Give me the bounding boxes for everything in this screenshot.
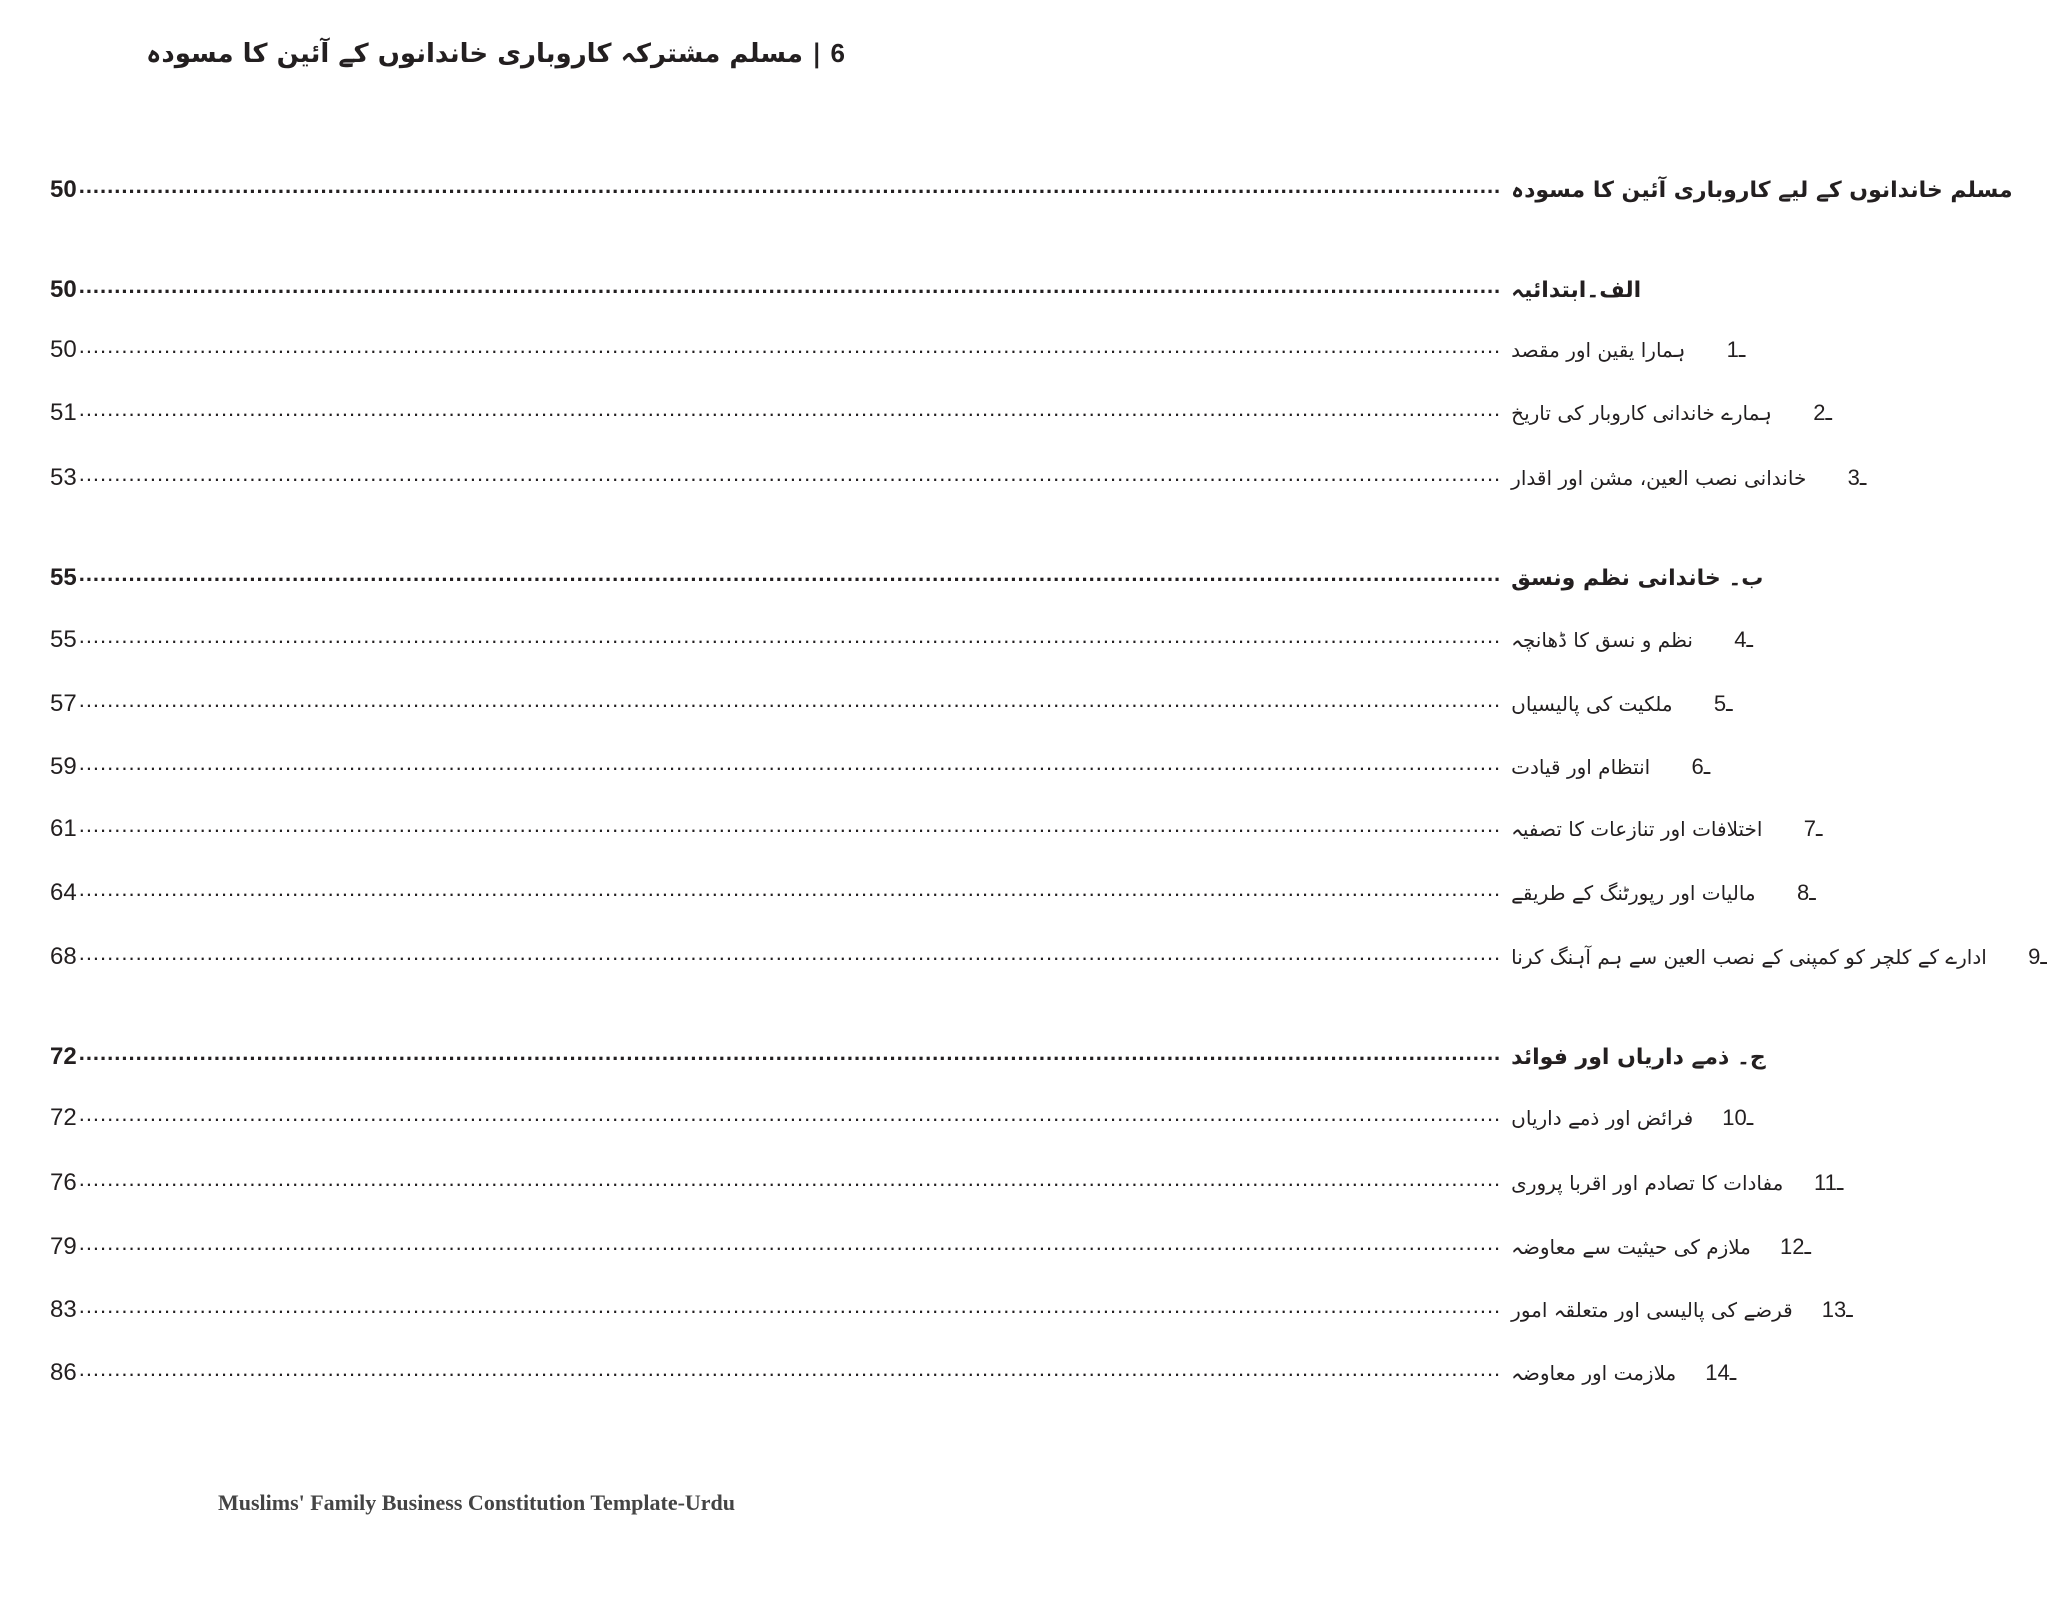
header-title: | مسلم مشترکہ کاروباری خاندانوں کے آئین کا مسودہ [146, 39, 822, 69]
toc-page-number: 53 [50, 464, 77, 491]
toc-entry-label: ملازمت اور معاوضہ [1511, 1361, 1677, 1385]
toc-entry-label: مفادات کا تصادم اور اقربا پروری [1511, 1171, 1784, 1195]
toc-entry[interactable] [50, 809, 1823, 849]
dot-leader: ........................................................................................................................................................................................................ [78, 687, 1502, 712]
toc-page-number: 50 [50, 176, 77, 203]
toc-entry[interactable] [50, 937, 2047, 977]
toc-entry-label: اختلافات اور تنازعات کا تصفیہ [1511, 817, 1763, 841]
dot-leader: ........................................................................................................................................................................................................ [78, 561, 1502, 586]
toc-page-number: 86 [50, 1359, 77, 1386]
toc-entry-label: انتظام اور قیادت [1511, 755, 1651, 779]
dot-leader: ........................................................................................................................................................................................................ [78, 273, 1502, 298]
toc-entry-index: 14ـ [1705, 1360, 1737, 1385]
toc-entry[interactable] [50, 1163, 1844, 1203]
toc-page-number: 55 [50, 564, 77, 591]
dot-leader: ........................................................................................................................................................................................................ [78, 1356, 1502, 1381]
toc-entry-index: 11ـ [1814, 1170, 1844, 1195]
toc-entry-label: نظم و نسق کا ڈھانچہ [1511, 628, 1693, 652]
dot-leader: ........................................................................................................................................................................................................ [78, 333, 1502, 358]
toc-entry-label: ملکیت کی پالیسیاں [1511, 692, 1673, 716]
dot-leader: ........................................................................................................................................................................................................ [78, 1230, 1502, 1255]
toc-entry[interactable] [50, 1353, 1737, 1393]
toc-page-number: 79 [50, 1233, 77, 1260]
header-page-number: 6 [830, 38, 845, 68]
toc-entry-index: 1ـ [1726, 337, 1746, 362]
toc-entry-index: 12ـ [1779, 1234, 1811, 1259]
dot-leader: ........................................................................................................................................................................................................ [78, 876, 1502, 901]
toc-page-number: 50 [50, 336, 77, 363]
toc-entry-label: الف۔ابتدائیہ [1511, 277, 1642, 303]
toc-page-number: 68 [50, 943, 77, 970]
toc-entry[interactable] [50, 393, 1832, 433]
toc-page-number: 76 [50, 1169, 77, 1196]
toc-entry-label: مالیات اور رپورٹنگ کے طریقے [1511, 881, 1756, 905]
toc-entry-index: 10ـ [1722, 1105, 1754, 1130]
dot-leader: ........................................................................................................................................................................................................ [78, 461, 1502, 486]
toc-entry-label: ہمارا یقین اور مقصد [1511, 338, 1686, 362]
toc-entry-index: 7ـ [1803, 816, 1823, 841]
toc-page-number: 55 [50, 626, 77, 653]
toc-entry-index: 13ـ [1821, 1297, 1853, 1322]
toc-entry-index: 4ـ [1734, 627, 1753, 652]
toc-entry[interactable] [50, 1037, 1766, 1077]
toc-page-number: 50 [50, 276, 77, 303]
toc-entry[interactable] [50, 1098, 1754, 1138]
toc-entry[interactable] [50, 270, 1642, 310]
toc-entry-index: 8ـ [1796, 880, 1816, 905]
dot-leader: ........................................................................................................................................................................................................ [78, 750, 1502, 775]
toc-entry-label: قرضے کی پالیسی اور متعلقہ امور [1511, 1298, 1793, 1322]
dot-leader: ........................................................................................................................................................................................................ [78, 1293, 1502, 1318]
toc-entry-index: 5ـ [1713, 691, 1733, 716]
running-header [146, 38, 845, 69]
toc-entry-index: 6ـ [1691, 754, 1711, 779]
dot-leader: ........................................................................................................................................................................................................ [78, 173, 1502, 198]
dot-leader: ........................................................................................................................................................................................................ [78, 1040, 1502, 1065]
dot-leader: ........................................................................................................................................................................................................ [78, 812, 1502, 837]
toc-page-number: 59 [50, 753, 77, 780]
toc-entry[interactable] [50, 620, 1753, 660]
dot-leader: ........................................................................................................................................................................................................ [78, 940, 1502, 965]
toc-entry-label: ملازم کی حیثیت سے معاوضہ [1511, 1235, 1751, 1259]
toc-entry[interactable] [50, 458, 1867, 498]
toc-entry-label: خاندانی نصب العین، مشن اور اقدار [1511, 466, 1807, 490]
toc-entry-label: مسلم خاندانوں کے لیے کاروباری آئین کا مسودہ [1511, 177, 2013, 203]
toc-entry[interactable] [50, 1227, 1811, 1267]
toc-entry-label: فرائض اور ذمے داریاں [1511, 1106, 1694, 1130]
toc-entry-label: ج۔ ذمے داریاں اور فوائد [1511, 1044, 1766, 1070]
footer-title: Muslims' Family Business Constitution Template-Urdu [217, 1490, 736, 1515]
toc-page-number: 61 [50, 815, 77, 842]
dot-leader: ........................................................................................................................................................................................................ [78, 396, 1502, 421]
toc-entry[interactable] [50, 684, 1733, 724]
dot-leader: ........................................................................................................................................................................................................ [78, 1166, 1502, 1191]
toc-entry[interactable] [50, 170, 2013, 210]
toc-entry-index: 2ـ [1813, 400, 1832, 425]
toc-entry[interactable] [50, 873, 1816, 913]
toc-entry-index: 9ـ [2028, 944, 2047, 969]
toc-page-number: 57 [50, 690, 77, 717]
toc-entry[interactable] [50, 1290, 1853, 1330]
toc-entry-index: 3ـ [1847, 465, 1867, 490]
toc-entry[interactable] [50, 747, 1711, 787]
dot-leader: ........................................................................................................................................................................................................ [78, 623, 1502, 648]
toc-entry-label: ب۔ خاندانی نظم ونسق [1511, 565, 1764, 591]
toc-entry[interactable] [50, 330, 1746, 370]
toc-entry-label: ہمارے خاندانی کاروبار کی تاریخ [1511, 401, 1772, 425]
toc-entry[interactable] [50, 558, 1764, 598]
toc-page-number: 72 [50, 1104, 77, 1131]
toc-page-number: 83 [50, 1296, 77, 1323]
toc-page-number: 51 [50, 399, 77, 426]
toc-entry-label: ادارے کے کلچر کو کمپنی کے نصب العین سے ہم آہنگ کرنا [1511, 945, 1987, 969]
toc-page-number: 72 [50, 1043, 77, 1070]
toc-page-number: 64 [50, 879, 77, 906]
dot-leader: ........................................................................................................................................................................................................ [78, 1101, 1502, 1126]
